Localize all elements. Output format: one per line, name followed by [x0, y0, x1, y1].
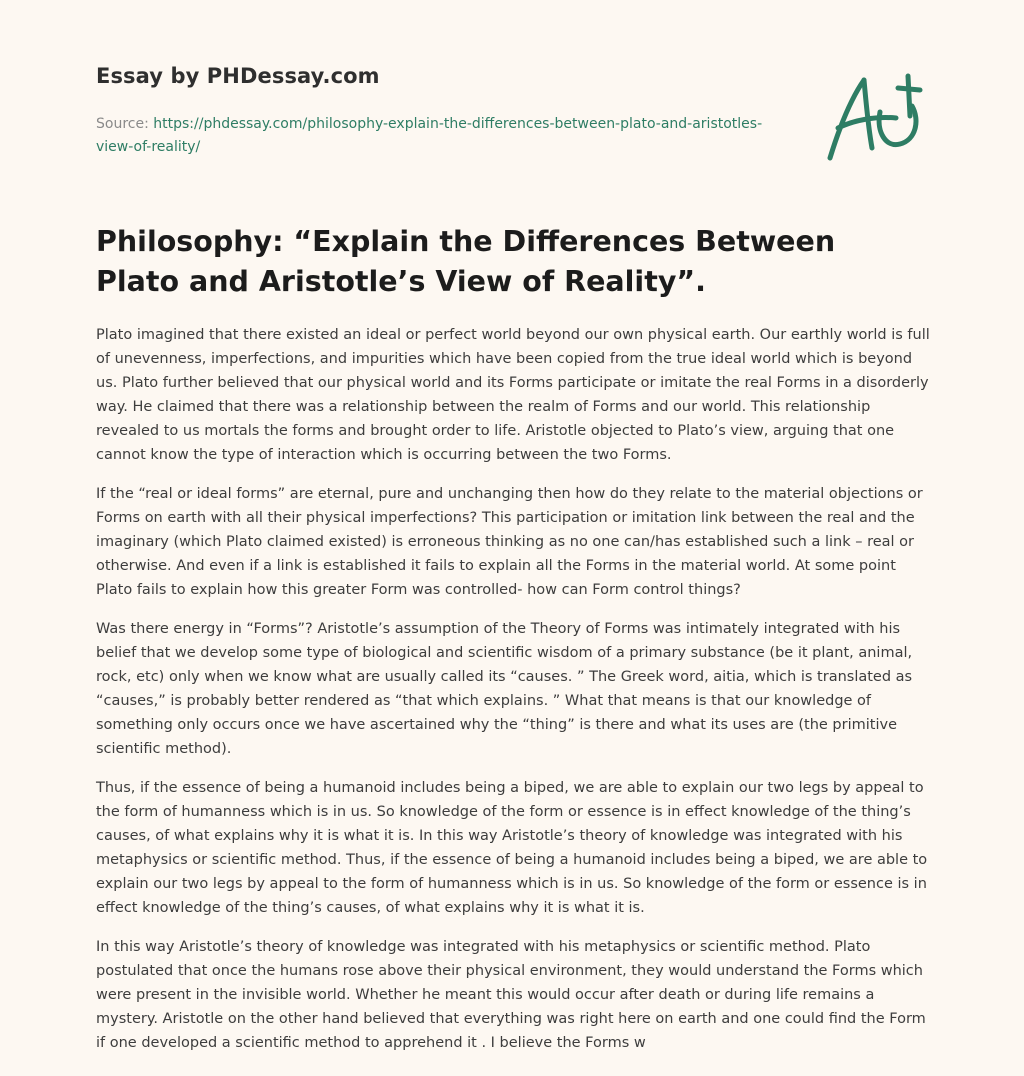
essay-body: [96, 323, 930, 1070]
essay-paragraph: In this way Aristotle’s theory of knowledge was integrated with his metaphysics or scientific method. Plato postulated that once the humans rose above their physical environment, they would understand the Forms which were present in the invisible world. Whether he meant this would occur after death or during life remains a mystery. Aristotle on the other hand believed that everything was right here on earth and one could find the Form if one developed a scientific method to apprehend it . I believe the Forms w: [96, 939, 926, 1051]
source-label: Source:: [96, 116, 154, 132]
header: [96, 64, 796, 159]
essay-paragraph: Was there energy in “Forms”? Aristotle’s assumption of the Theory of Forms was intimately integrated with his belief that we develop some type of biological and scientific wisdom of a primary substance (be it plant, animal, rock, etc) only when we know what are usually called its “causes. ” The Greek word, aitia, which is translated as “causes,” is probably better rendered as “that which explains. ” What that means is that our knowledge of something only occurs once we have ascertained why the “thing” is there and what its uses are (the primitive scientific method).: [96, 621, 913, 757]
essay-title: Philosophy: “Explain the Differences Between Plato and Aristotle’s View of Reality”.: [96, 225, 836, 298]
essay-paragraph: Plato imagined that there existed an ideal or perfect world beyond our own physical earth. Our earthly world is full of unevenness, imperfections, and impurities which have been copied from the true ideal world which is beyond us. Plato further believed that our physical world and its Forms participate or imitate the real Forms in a disorderly way. He claimed that there was a relationship between the realm of Forms and our world. This relationship revealed to us mortals the forms and brought order to life. Aristotle objected to Plato’s view, arguing that one cannot know the type of interaction which is occurring between the two Forms.: [96, 327, 930, 463]
essay-paragraph: If the “real or ideal forms” are eternal, pure and unchanging then how do they relate to the material objections or Forms on earth with all their physical imperfections? This participation or imitation link between the real and the imaginary (which Plato claimed existed) is erroneous thinking as no one can/has established such a link – real or otherwise. And even if a link is established it fails to explain all the Forms in the material world. At some point Plato fails to explain how this greater Form was controlled- how can Form control things?: [96, 486, 923, 598]
brand-title: Essay by PHDessay.com: [96, 64, 380, 88]
essay-paragraph: Thus, if the essence of being a humanoid includes being a biped, we are able to explain our two legs by appeal to the form of humanness which is in us. So knowledge of the form or essence is in effect knowledge of the thing’s causes, of what explains why it is what it is. In this way Aristotle’s theory of knowledge was integrated with his metaphysics or scientific method. Thus, if the essence of being a humanoid includes being a biped, we are able to explain our two legs by appeal to the form of humanness which is in us. So knowledge of the form or essence is in effect knowledge of the thing’s causes, of what explains why it is what it is.: [96, 780, 928, 916]
source-line: [96, 113, 796, 159]
a-plus-grade-icon: [820, 64, 930, 168]
source-link[interactable]: https://phdessay.com/philosophy-explain-the-differences-between-plato-and-aristotles-view-of-reality/: [96, 116, 763, 155]
